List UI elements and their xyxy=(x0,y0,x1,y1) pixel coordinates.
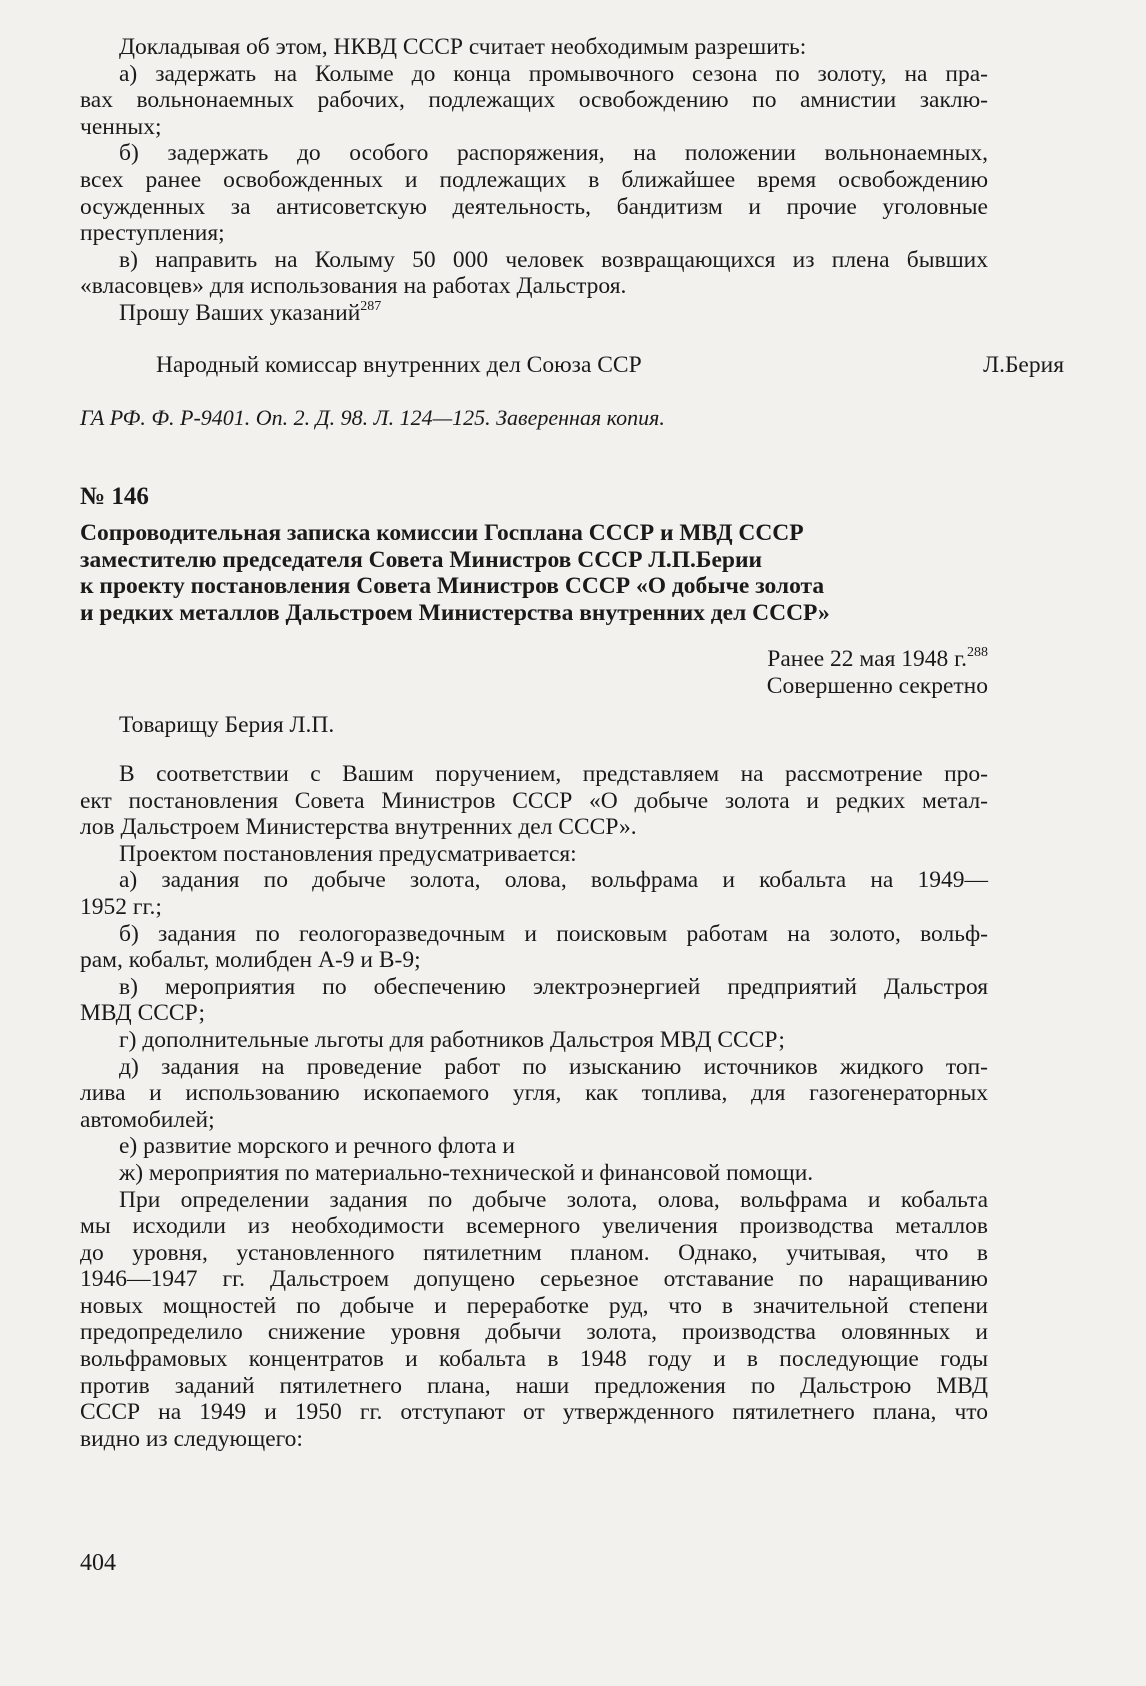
item-c-line: в) направить на Колыму 50 000 человек возвращающихся из плена бывших xyxy=(119,246,988,273)
item-b-line: б) задания по геологоразведочным и поисковым работам на золото, вольф- xyxy=(119,920,988,947)
item-g-line: ж) мероприятия по материально-технической и финансовой помощи. xyxy=(119,1159,814,1186)
title-line: к проекту постановления Совета Министров СССР «О добыче золота xyxy=(80,573,825,600)
item-b-line: рам, кобальт, молибден А-9 и В-9; xyxy=(80,947,421,974)
para3-line: При определении задания по добыче золота, олова, вольфрама и кобальта xyxy=(119,1186,988,1213)
document-title xyxy=(80,520,988,626)
archive-reference: ГА РФ. Ф. Р-9401. Оп. 2. Д. 98. Л. 124—125. Заверенная копия. xyxy=(80,405,665,430)
para1-line: лов Дальстроем Министерства внутренних дел СССР». xyxy=(80,814,637,841)
item-e-line: д) задания на проведение работ по изысканию источников жидкого топ- xyxy=(119,1053,988,1080)
para3-line: до уровня, установленного пятилетним планом. Однако, учитывая, что в xyxy=(80,1239,988,1266)
signature-title: Народный комиссар внутренних дел Союза ССР xyxy=(156,352,642,378)
item-a-line: а) задания по добыче золота, олова, вольфрама и кобальта на 1949— xyxy=(119,867,988,894)
item-a-line: вах вольнонаемных рабочих, подлежащих освобождению по амнистии заклю- xyxy=(80,87,988,114)
footnote-ref: 287 xyxy=(360,298,382,314)
para3-line: 1946—1947 гг. Дальстроем допущено серьезное отставание по наращиванию xyxy=(80,1266,988,1293)
para3-line: мы исходили из необходимости всемерного увеличения производства металлов xyxy=(80,1213,988,1240)
document-date xyxy=(80,646,988,673)
para3-line: против заданий пятилетнего плана, наши предложения по Дальстрою МВД xyxy=(80,1372,988,1399)
item-c-line: в) мероприятия по обеспечению электроэнергией предприятий Дальстроя xyxy=(119,973,988,1000)
item-b-line: б) задержать до особого распоряжения, на положении вольнонаемных, xyxy=(119,140,988,167)
title-line: и редких металлов Дальстроем Министерства внутренних дел СССР» xyxy=(80,599,830,626)
item-e-line: лива и использованию ископаемого угля, как топлива, для газогенераторных xyxy=(80,1080,988,1107)
item-b-line: осужденных за антисоветскую деятельность, бандитизм и прочие уголовные xyxy=(80,193,988,220)
title-line: заместителю председателя Совета Министров СССР Л.П.Берии xyxy=(80,546,763,573)
signature xyxy=(80,352,1064,379)
item-a-line: а) задержать на Колыме до конца промывочного сезона по золоту, на пра- xyxy=(119,60,988,87)
addressee xyxy=(80,712,988,739)
item-a-line: ченных; xyxy=(80,113,162,140)
para3-line: новых мощностей по добыче и переработке руд, что в значительной степени xyxy=(80,1292,988,1319)
item-b-line: преступления; xyxy=(80,220,225,247)
item-a-line: 1952 гг.; xyxy=(80,893,162,920)
para1-line: В соответствии с Вашим поручением, представляем на рассмотрение про- xyxy=(119,761,988,787)
document-number: № 146 xyxy=(80,483,149,510)
item-b-line: всех ранее освобожденных и подлежащих в ближайшее время освобождению xyxy=(80,166,988,193)
document-body xyxy=(80,761,988,1452)
document-meta xyxy=(80,646,988,699)
previous-document-text xyxy=(80,34,988,327)
item-c-line: «власовцев» для использования на работах Дальстроя. xyxy=(80,273,627,300)
para3-line: видно из следующего: xyxy=(80,1425,303,1452)
item-e-line: автомобилей; xyxy=(80,1106,215,1133)
para2-line: Проектом постановления предусматривается: xyxy=(119,840,577,867)
para3-line: СССР на 1949 и 1950 гг. отступают от утвержденного пятилетнего плана, что xyxy=(80,1399,988,1426)
request-line xyxy=(80,300,988,327)
page-number: 404 xyxy=(80,1550,116,1576)
signature-name: Л.Берия xyxy=(983,352,1064,378)
item-c-line: МВД СССР; xyxy=(80,1000,206,1027)
item-f-line: е) развитие морского и речного флота и xyxy=(119,1133,515,1160)
para3-line: вольфрамовых концентратов и кобальта в 1948 году и в последующие годы xyxy=(80,1346,988,1373)
intro-line: Докладывая об этом, НКВД СССР считает необходимым разрешить: xyxy=(119,34,807,60)
date-text: Ранее 22 мая 1948 г. xyxy=(767,646,967,672)
request-text: Прошу Ваших указаний xyxy=(119,299,361,326)
para1-line: ект постановления Совета Министров СССР «О добыче золота и редких метал- xyxy=(80,787,988,814)
addressee-text: Товарищу Берия Л.П. xyxy=(119,712,335,738)
para3-line: предопределило снижение уровня добычи золота, производства оловянных и xyxy=(80,1319,988,1346)
footnote-ref: 288 xyxy=(967,645,988,660)
item-d-line: г) дополнительные льготы для работников Дальстроя МВД СССР; xyxy=(119,1026,785,1053)
title-line: Сопроводительная записка комиссии Госплана СССР и МВД СССР xyxy=(80,520,804,546)
classification: Совершенно секретно xyxy=(766,672,988,699)
